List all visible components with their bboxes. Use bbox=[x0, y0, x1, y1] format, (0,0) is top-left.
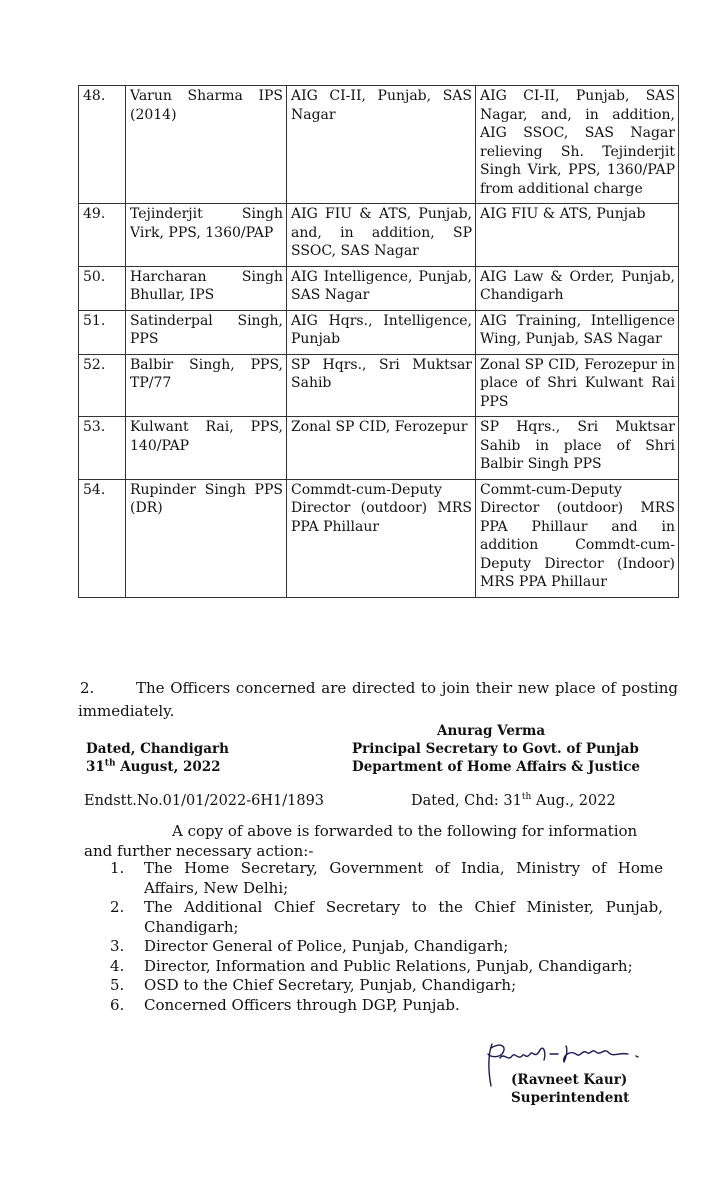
serial-number-cell: 48. bbox=[79, 86, 126, 204]
list-item-text: Director General of Police, Punjab, Chandigarh; bbox=[144, 937, 509, 955]
list-item-number: 3. bbox=[110, 937, 125, 955]
serial-number-cell: 53. bbox=[79, 417, 126, 480]
new-posting-cell: AIG FIU & ATS, Punjab bbox=[476, 204, 679, 267]
officer-name-cell: Harcharan Singh Bhullar, IPS bbox=[126, 266, 287, 310]
officer-name-cell: Tejinderjit Singh Virk, PPS, 1360/PAP bbox=[126, 204, 287, 267]
superintendent-name: (Ravneet Kaur) bbox=[511, 1072, 628, 1088]
officer-name-cell: Satinderpal Singh, PPS bbox=[126, 310, 287, 354]
present-posting-cell: Zonal SP CID, Ferozepur bbox=[287, 417, 476, 480]
table-row bbox=[79, 354, 679, 417]
list-item-number: 2. bbox=[110, 898, 125, 916]
signatory-department: Department of Home Affairs & Justice bbox=[352, 759, 641, 775]
endorsement-date: Dated, Chd: 31th Aug., 2022 bbox=[411, 792, 616, 809]
officer-name-cell: Rupinder Singh PPS (DR) bbox=[126, 479, 287, 597]
postings-table-body bbox=[79, 86, 679, 598]
superintendent-block bbox=[511, 1071, 629, 1107]
signatory-designation: Principal Secretary to Govt. of Punjab bbox=[352, 741, 639, 757]
list-item-text: The Additional Chief Secretary to the Chief Minister, Punjab, Chandigarh; bbox=[144, 898, 663, 936]
present-posting-cell: AIG Hqrs., Intelligence, Punjab bbox=[287, 310, 476, 354]
list-item-number: 6. bbox=[110, 995, 125, 1014]
officer-name-cell: Balbir Singh, PPS, TP/77 bbox=[126, 354, 287, 417]
present-posting-cell: AIG CI-II, Punjab, SAS Nagar bbox=[287, 86, 476, 204]
serial-number-cell: 50. bbox=[79, 266, 126, 310]
list-item bbox=[110, 937, 663, 957]
paragraph-number: 2. bbox=[80, 679, 95, 697]
table-row bbox=[79, 204, 679, 267]
new-posting-cell: Commt-cum-Deputy Director (outdoor) MRS PPA Phillaur and in addition Commdt-cum-Deputy Director (Indoor) MRS PPA Phillaur bbox=[476, 479, 679, 597]
signatory-designation-block bbox=[352, 740, 640, 776]
list-item bbox=[110, 957, 663, 977]
list-item-number: 5. bbox=[110, 976, 125, 994]
order-date-block bbox=[86, 740, 229, 776]
present-posting-cell: AIG FIU & ATS, Punjab, and, in addition, SP SSOC, SAS Nagar bbox=[287, 204, 476, 267]
list-item bbox=[110, 996, 663, 1016]
new-posting-cell: AIG CI-II, Punjab, SAS Nagar, and, in addition, AIG SSOC, SAS Nagar relieving Sh. Tejinderjit Singh Virk, PPS, 1360/PAP from additional charge bbox=[476, 86, 679, 204]
table-row bbox=[79, 417, 679, 480]
list-item-text: Director, Information and Public Relations, Punjab, Chandigarh; bbox=[144, 956, 633, 975]
serial-number-cell: 49. bbox=[79, 204, 126, 267]
paragraph-2 bbox=[78, 677, 678, 723]
new-posting-cell: AIG Training, Intelligence Wing, Punjab, SAS Nagar bbox=[476, 310, 679, 354]
table-row bbox=[79, 310, 679, 354]
table-row bbox=[79, 86, 679, 204]
list-item-text: OSD to the Chief Secretary, Punjab, Chandigarh; bbox=[144, 976, 517, 994]
list-item-text: The Home Secretary, Government of India, Ministry of Home Affairs, New Delhi; bbox=[144, 859, 663, 897]
table-row bbox=[79, 266, 679, 310]
serial-number-cell: 52. bbox=[79, 354, 126, 417]
paragraph-text: The Officers concerned are directed to join their new place of posting immediately. bbox=[78, 679, 678, 720]
present-posting-cell: Commdt-cum-Deputy Director (outdoor) MRS PPA Phillaur bbox=[287, 479, 476, 597]
present-posting-cell: SP Hqrs., Sri Muktsar Sahib bbox=[287, 354, 476, 417]
list-item-number: 4. bbox=[110, 956, 125, 975]
serial-number-cell: 54. bbox=[79, 479, 126, 597]
endorsement-number: Endstt.No.01/01/2022-6H1/1893 bbox=[84, 793, 325, 809]
list-item bbox=[110, 859, 663, 898]
postings-table bbox=[78, 85, 679, 598]
list-item bbox=[110, 898, 663, 937]
new-posting-cell: AIG Law & Order, Punjab, Chandigarh bbox=[476, 266, 679, 310]
list-item-text: Concerned Officers through DGP, Punjab. bbox=[144, 995, 460, 1014]
signatory-name: Anurag Verma bbox=[437, 723, 546, 739]
new-posting-cell: Zonal SP CID, Ferozepur in place of Shri Kulwant Rai PPS bbox=[476, 354, 679, 417]
officer-name-cell: Kulwant Rai, PPS, 140/PAP bbox=[126, 417, 287, 480]
present-posting-cell: AIG Intelligence, Punjab, SAS Nagar bbox=[287, 266, 476, 310]
superintendent-designation: Superintendent bbox=[511, 1090, 630, 1106]
officer-name-cell: Varun Sharma IPS (2014) bbox=[126, 86, 287, 204]
list-item bbox=[110, 976, 663, 996]
serial-number-cell: 51. bbox=[79, 310, 126, 354]
new-posting-cell: SP Hqrs., Sri Muktsar Sahib in place of Shri Balbir Singh PPS bbox=[476, 417, 679, 480]
recipient-list bbox=[110, 859, 663, 1015]
table-row bbox=[79, 479, 679, 597]
forward-text: A copy of above is forwarded to the following for information and further necessary action:- bbox=[84, 822, 638, 860]
dated-place: Dated, Chandigarh bbox=[86, 741, 229, 757]
list-item-number: 1. bbox=[110, 859, 125, 877]
dated-date: 31th August, 2022 bbox=[86, 758, 221, 775]
